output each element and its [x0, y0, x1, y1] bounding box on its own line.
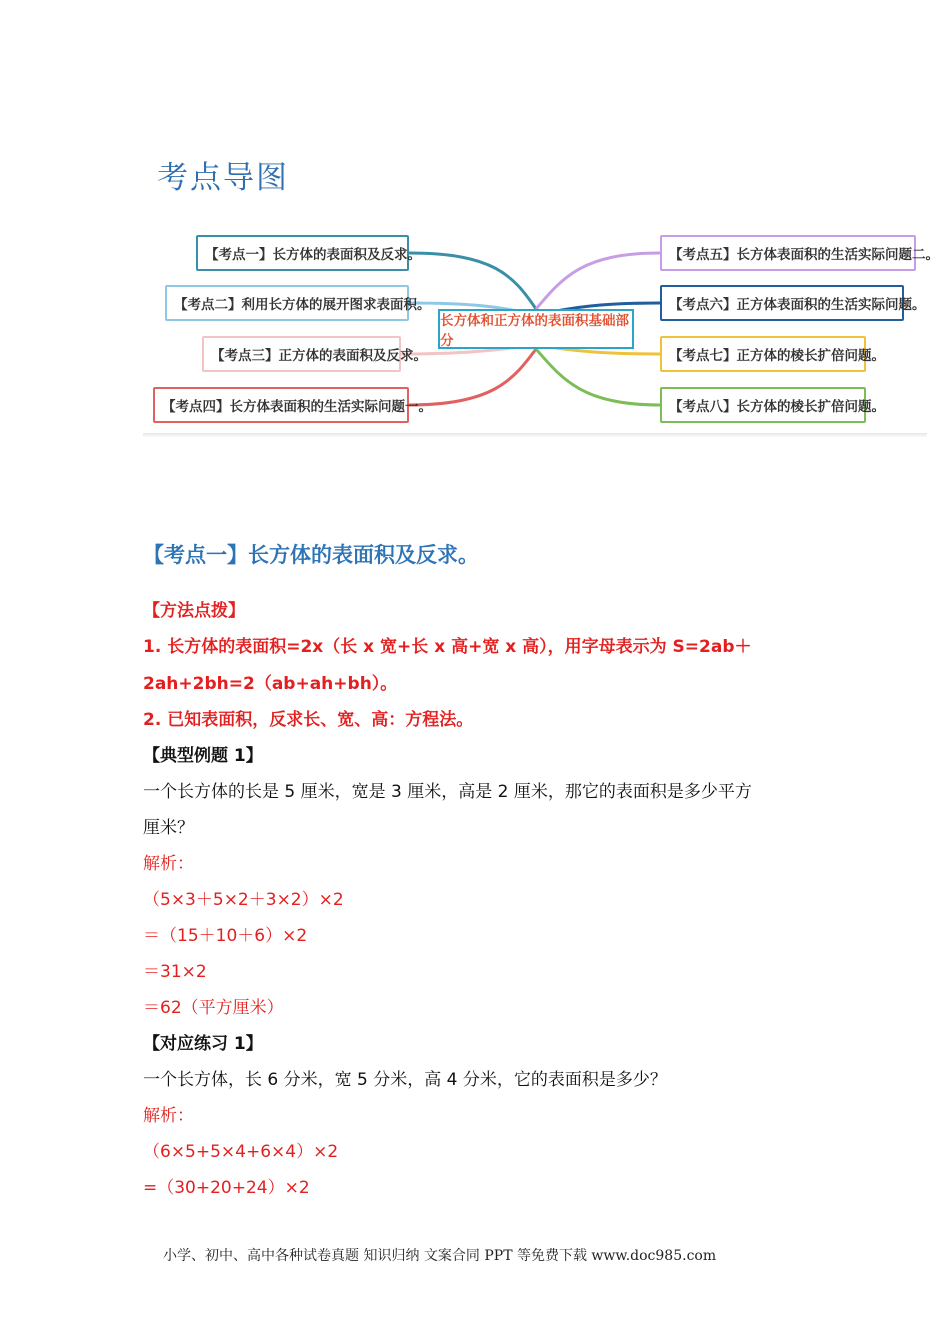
mind-map-item-7: 【考点七】正方体的棱长扩倍问题。 [660, 336, 866, 372]
mind-map-item-5: 【考点五】长方体表面积的生活实际问题二。 [660, 235, 916, 271]
method-line-3: 2. 已知表面积，反求长、宽、高：方程法。 [143, 710, 474, 730]
example-question-line-2: 厘米？ [143, 818, 194, 838]
mind-map-item-4: 【考点四】长方体表面积的生活实际问题一。 [153, 387, 409, 423]
example-step-1: （5×3＋5×2＋3×2）×2 [143, 890, 344, 910]
method-line-2: 2ah+2bh=2（ab+ah+bh）。 [143, 674, 398, 694]
mind-map-center: 长方体和正方体的表面积基础部分 [438, 309, 634, 349]
mind-map [143, 215, 939, 438]
mind-map-item-3: 【考点三】正方体的表面积及反求。 [202, 336, 401, 372]
mind-map-item-2: 【考点二】利用长方体的展开图求表面积。 [165, 285, 409, 321]
mind-map-item-1: 【考点一】长方体的表面积及反求。 [196, 235, 409, 271]
mind-map-shadow [143, 433, 927, 438]
page-footer: 小学、初中、高中各种试卷真题 知识归纳 文案合同 PPT 等免费下载 www.doc985.com [163, 1248, 717, 1264]
page-title: 考点导图 [157, 160, 289, 196]
mind-map-item-6: 【考点六】正方体表面积的生活实际问题。 [660, 285, 904, 321]
example-heading: 【典型例题 1】 [143, 746, 263, 766]
practice-question: 一个长方体，长 6 分米，宽 5 分米，高 4 分米，它的表面积是多少？ [143, 1070, 667, 1090]
example-step-2: ＝（15＋10＋6）×2 [143, 926, 308, 946]
connector-5 [536, 253, 660, 309]
method-line-1: 1. 长方体的表面积=2x（长 x 宽+长 x 高+宽 x 高），用字母表示为 S=2ab＋ [143, 637, 752, 657]
example-step-3: ＝31×2 [143, 962, 207, 982]
example-analysis-label: 解析： [143, 854, 194, 874]
practice-step-2: =（30+20+24）×2 [143, 1178, 310, 1198]
connector-8 [536, 349, 660, 405]
practice-analysis-label: 解析： [143, 1106, 194, 1126]
example-step-4: ＝62（平方厘米） [143, 998, 284, 1018]
method-heading: 【方法点拨】 [143, 601, 245, 621]
example-question-line-1: 一个长方体的长是 5 厘米，宽是 3 厘米，高是 2 厘米，那它的表面积是多少平方 [143, 782, 752, 802]
practice-heading: 【对应练习 1】 [143, 1034, 263, 1054]
mind-map-item-8: 【考点八】长方体的棱长扩倍问题。 [660, 387, 866, 423]
practice-step-1: （6×5+5×4+6×4）×2 [143, 1142, 339, 1162]
section-title: 【考点一】长方体的表面积及反求。 [143, 543, 479, 567]
